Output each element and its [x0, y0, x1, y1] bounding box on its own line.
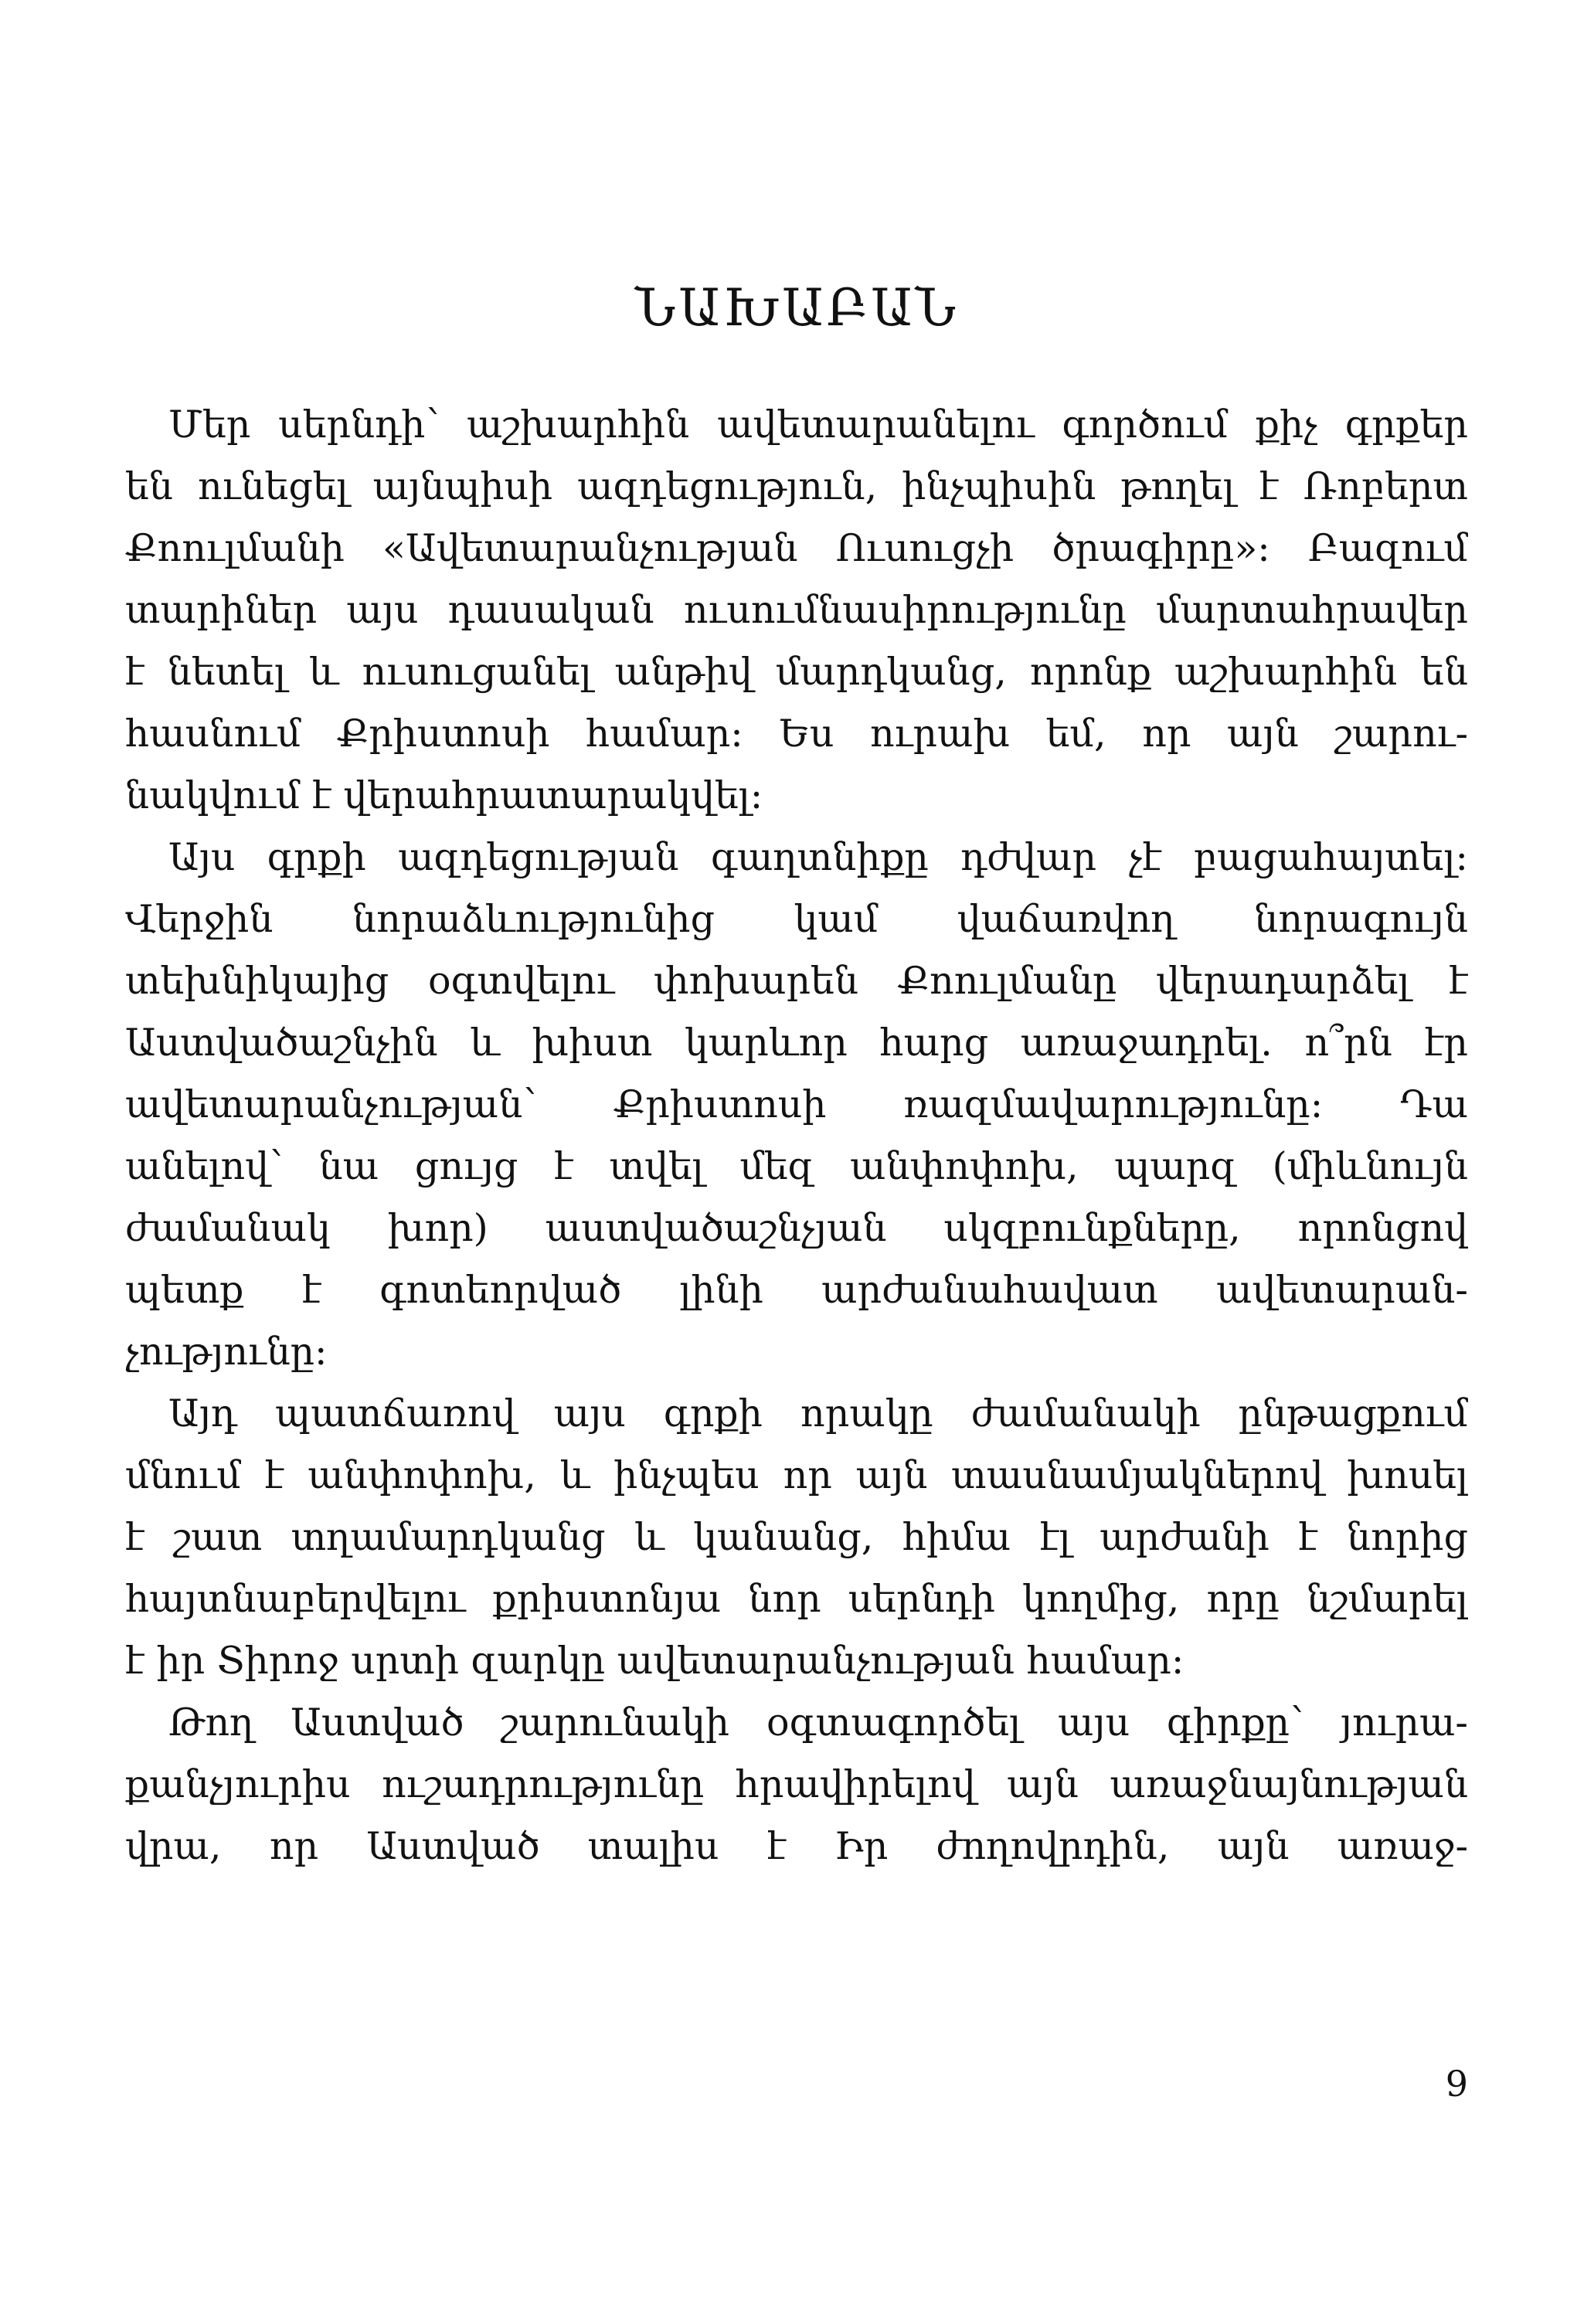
page-number: 9: [1445, 2063, 1468, 2105]
text-line: վրա, որ Աստված տալիս է Իր ժողովրդին, այն առաջ-: [125, 1824, 1468, 1868]
text-line: անելով՝ նա ցույց է տվել մեզ անփոփոխ, պարզ (միևնույն: [125, 1144, 1468, 1188]
text-line: հայտնաբերվելու քրիստոնյա նոր սերնդի կողմից, որը նշմարել: [125, 1577, 1468, 1621]
text-line: է իր Տիրոջ սրտի զարկը ավետարանչության համար:: [125, 1639, 1184, 1683]
paragraph: [125, 1383, 1468, 1692]
text-line: ժամանակ խոր) աստվածաշնչյան սկզբունքները, որոնցով: [125, 1206, 1468, 1250]
text-line: ավետարանչության՝ Քրիստոսի ռազմավարությունը: Դա: [125, 1082, 1468, 1126]
text-line: տեխնիկայից օգտվելու փոխարեն Քոուլմանը վերադարձել է: [125, 959, 1468, 1003]
paragraph: [125, 394, 1468, 827]
page-title: ՆԱԽԱԲԱՆ: [634, 278, 960, 338]
text-line: Այդ պատճառով այս գրքի որակը ժամանակի ընթացքում: [168, 1391, 1468, 1436]
text-line: Քոուլմանի «Ավետարանչության Ուսուցչի ծրագիրը»: Բազում: [125, 526, 1468, 570]
text-line: չությունը:: [125, 1330, 328, 1374]
text-line: Թող Աստված շարունակի օգտագործել այս գիրքը՝ յուրա-: [168, 1701, 1468, 1745]
text-line: է նետել և ուսուցանել անթիվ մարդկանց, որոնք աշխարհին են: [125, 650, 1468, 694]
text-line: քանչյուրիս ուշադրությունը հրավիրելով այն առաջնայնության: [125, 1762, 1468, 1806]
body-text: [125, 394, 1468, 1877]
text-line: նակվում է վերահրատարակվել:: [125, 773, 763, 817]
text-line: Այս գրքի ազդեցության գաղտնիքը դժվար չէ բացահայտել:: [168, 835, 1468, 879]
text-line: մնում է անփոփոխ, և ինչպես որ այն տասնամյակներով խոսել: [125, 1453, 1468, 1497]
text-line: Վերջին նորաձևությունից կամ վաճառվող նորագույն: [125, 897, 1468, 941]
text-line: է շատ տղամարդկանց և կանանց, հիմա էլ արժանի է նորից: [125, 1515, 1468, 1559]
text-line: Աստվածաշնչին և խիստ կարևոր հարց առաջադրել. ո՞րն էր: [125, 1021, 1468, 1065]
text-line: պետք է գոտեորված լինի արժանահավատ ավետարան-: [125, 1268, 1468, 1312]
text-line: են ունեցել այնպիսի ազդեցություն, ինչպիսին թողել է Ռոբերտ: [125, 464, 1468, 508]
text-line: հասնում Քրիստոսի համար: Ես ուրախ եմ, որ այն շարու-: [125, 712, 1468, 756]
paragraph: [125, 827, 1468, 1383]
text-line: Մեր սերնդի՝ աշխարհին ավետարանելու գործում քիչ գրքեր: [168, 403, 1468, 447]
paragraph: [125, 1692, 1468, 1877]
text-line: տարիներ այս դասական ուսումնասիրությունը մարտահրավեր: [125, 588, 1468, 632]
